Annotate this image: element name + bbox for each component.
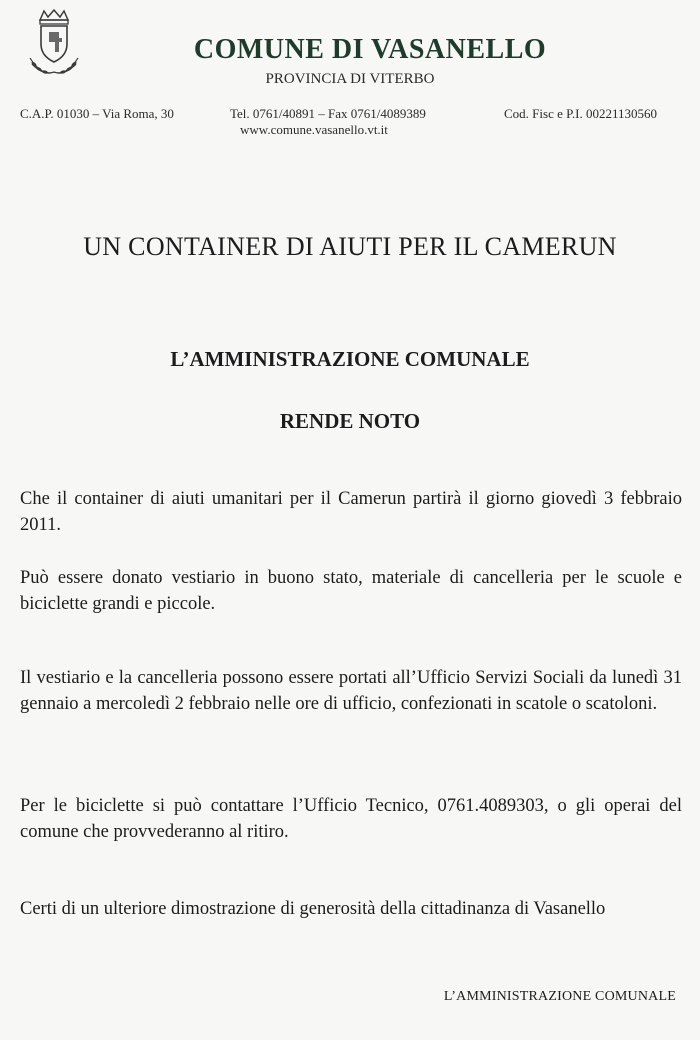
tax-code-line: Cod. Fisc e P.I. 00221130560 bbox=[504, 106, 657, 121]
address-line: C.A.P. 01030 – Via Roma, 30 bbox=[20, 106, 174, 121]
paragraph-closing: Certi di un ulteriore dimostrazione di generosità della cittadinanza di Vasanello bbox=[20, 899, 606, 919]
paragraph-bicycles: Per le biciclette si può contattare l’Ufficio Tecnico, 0761.4089303, o gli operai del comune che provvederanno al ritiro. bbox=[20, 796, 682, 842]
phone-fax-line: Tel. 0761/40891 – Fax 0761/4089389 bbox=[230, 106, 426, 121]
paragraph-drop-off: Il vestiario e la cancelleria possono essere portati all’Ufficio Servizi Sociali da lunedì 31 gennaio a mercoledì 2 febbraio nelle ore di ufficio, confezionati in scatole o scatoloni. bbox=[20, 668, 682, 714]
notice-heading: RENDE NOTO bbox=[279, 409, 421, 433]
paragraph-departure: Che il container di aiuti umanitari per il Camerun partirà il giorno giovedì 3 febbraio 2011. bbox=[20, 489, 682, 535]
coat-of-arms-icon bbox=[22, 8, 86, 80]
notice-headline: UN CONTAINER DI AIUTI PER IL CAMERUN bbox=[83, 232, 617, 261]
province-subtitle: PROVINCIA DI VITERBO bbox=[265, 71, 435, 87]
website-link[interactable]: www.comune.vasanello.vt.it bbox=[240, 122, 388, 137]
paragraph-donations: Può essere donato vestiario in buono stato, materiale di cancelleria per le scuole e biciclette grandi e piccole. bbox=[20, 568, 682, 614]
announcer-heading: L’AMMINISTRAZIONE COMUNALE bbox=[170, 347, 530, 371]
municipality-title: COMUNE DI VASANELLO bbox=[193, 34, 547, 65]
signature: L’AMMINISTRAZIONE COMUNALE bbox=[443, 989, 676, 1004]
